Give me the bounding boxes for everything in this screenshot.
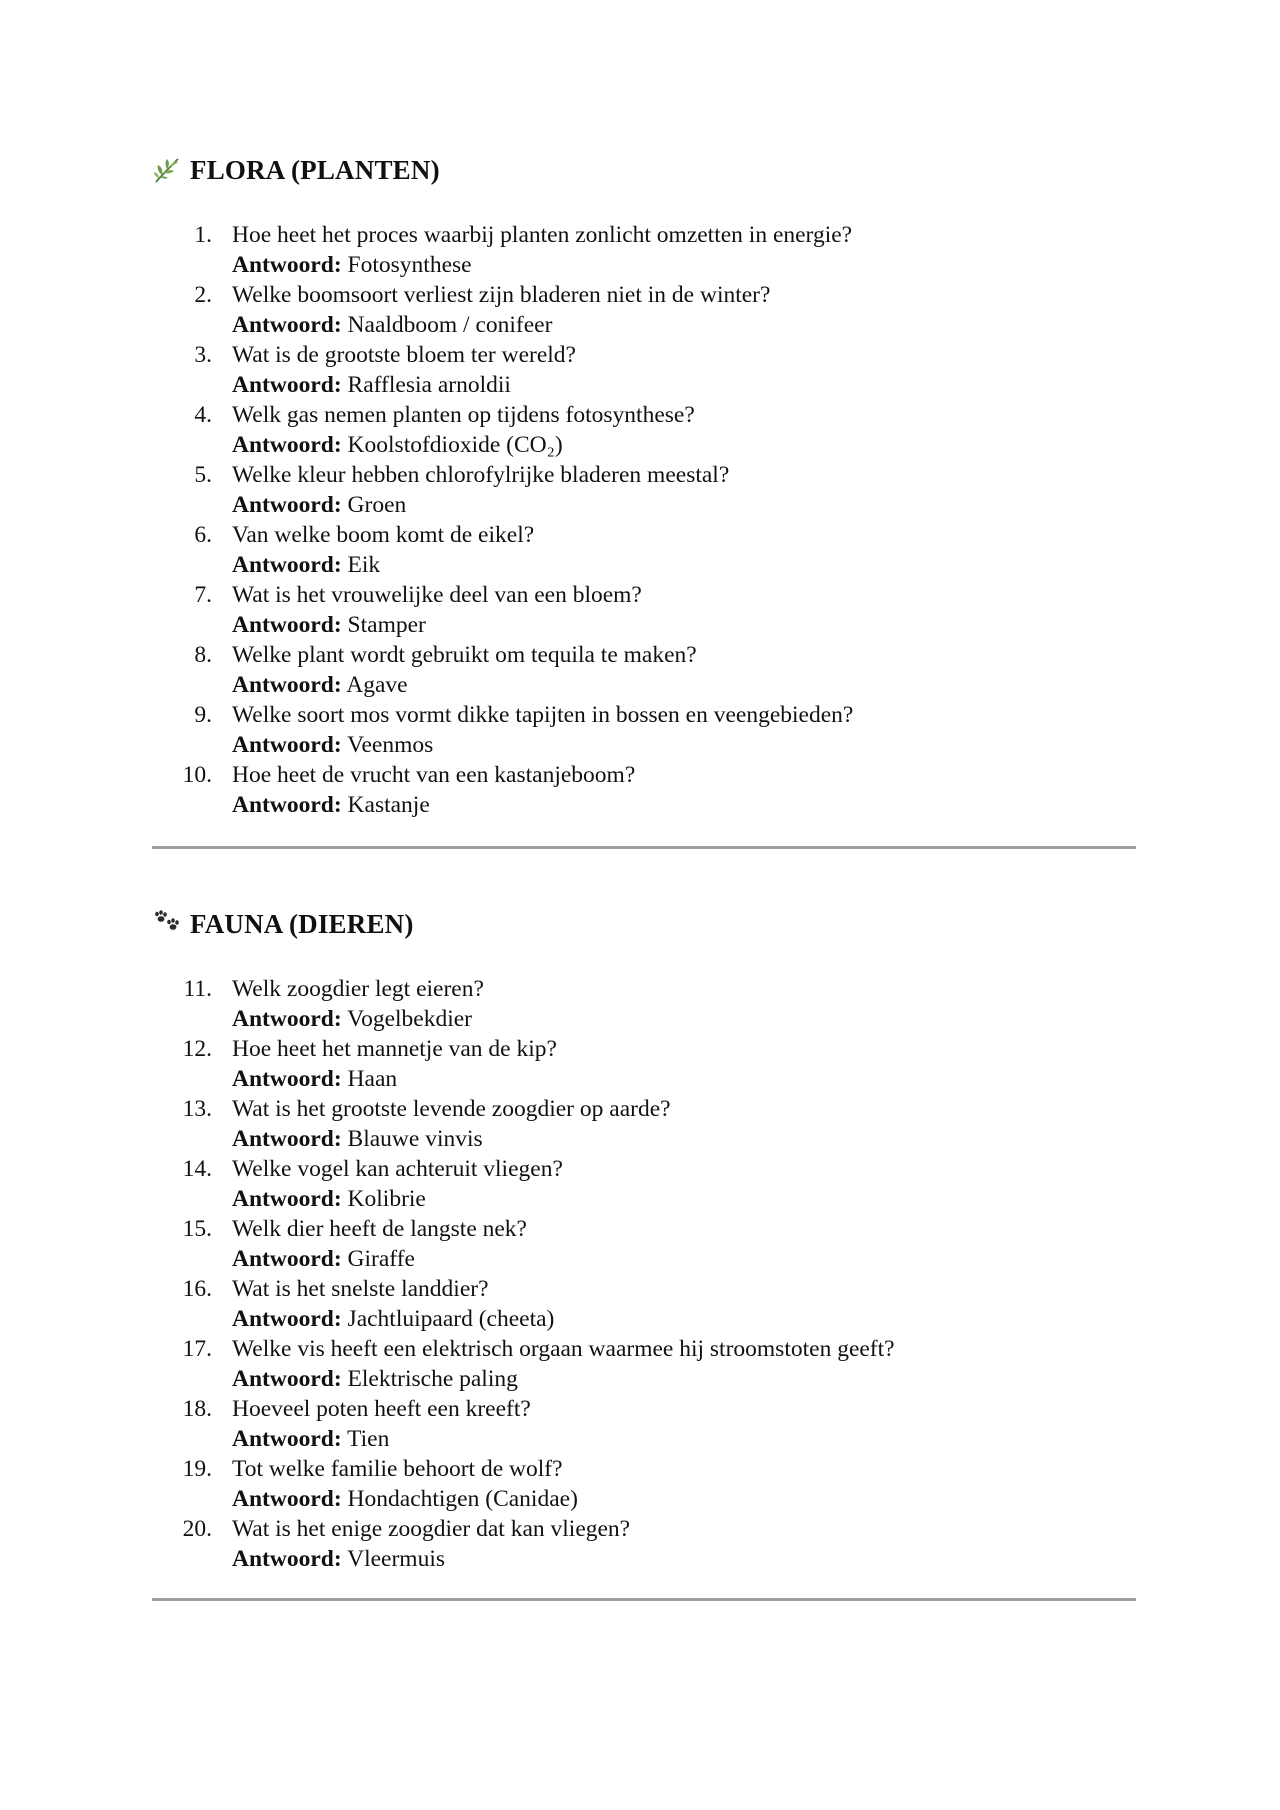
answer-text: Tien — [347, 1426, 390, 1452]
answer-text: Veenmos — [347, 732, 434, 758]
answer-line — [232, 310, 1132, 340]
question-text: Welke vogel kan achteruit vliegen? — [232, 1156, 563, 1182]
question-text: Welke plant wordt gebruikt om tequila te maken? — [232, 642, 697, 668]
section-heading — [152, 904, 1132, 944]
question-number: 6. — [194, 522, 212, 548]
list-item — [152, 340, 1132, 400]
answer-label: Antwoord: — [232, 1546, 342, 1572]
question-number: 9. — [194, 702, 212, 728]
answer-line — [232, 670, 1132, 700]
question-text: Hoe heet het mannetje van de kip? — [232, 1036, 557, 1062]
answer-label: Antwoord: — [232, 552, 342, 578]
question-number: 8. — [194, 642, 212, 668]
question-number: 5. — [194, 462, 212, 488]
list-item — [152, 1274, 1132, 1334]
answer-text: Eik — [347, 552, 381, 578]
answer-line — [232, 1184, 1132, 1214]
answer-line — [232, 1424, 1132, 1454]
answer-label: Antwoord: — [232, 1246, 342, 1272]
fauna-section — [152, 904, 1132, 1574]
question-number: 2. — [194, 282, 212, 308]
leaf-sprig-icon — [152, 155, 182, 185]
section-title: FLORA (PLANTEN) — [190, 154, 440, 185]
question-number: 14. — [182, 1156, 212, 1182]
list-item — [152, 460, 1132, 520]
list-item — [152, 1154, 1132, 1214]
list-item — [152, 400, 1132, 460]
question-number: 11. — [183, 976, 212, 1002]
answer-label: Antwoord: — [232, 1366, 342, 1392]
question-text: Welk dier heeft de langste nek? — [232, 1216, 527, 1242]
list-item — [152, 1334, 1132, 1394]
question-number: 20. — [182, 1516, 212, 1542]
answer-text: Groen — [347, 492, 407, 518]
answer-text: Kastanje — [347, 792, 430, 818]
answer-label: Antwoord: — [232, 492, 342, 518]
question-number: 16. — [182, 1276, 212, 1302]
question-text: Welk zoogdier legt eieren? — [232, 976, 484, 1002]
answer-line — [232, 430, 1132, 460]
answer-label: Antwoord: — [232, 372, 342, 398]
list-item — [152, 1454, 1132, 1514]
answer-line — [232, 550, 1132, 580]
question-text: Hoeveel poten heeft een kreeft? — [232, 1396, 531, 1422]
answer-text: Vogelbekdier — [347, 1006, 472, 1032]
answer-label: Antwoord: — [232, 1186, 342, 1212]
answer-label: Antwoord: — [232, 1306, 342, 1332]
question-text: Welke boomsoort verliest zijn bladeren niet in de winter? — [232, 282, 771, 308]
question-number: 1. — [194, 222, 212, 248]
question-number: 4. — [194, 402, 212, 428]
question-number: 3. — [194, 342, 212, 368]
answer-label: Antwoord: — [232, 1126, 342, 1152]
question-text: Wat is de grootste bloem ter wereld? — [232, 342, 576, 368]
answer-line — [232, 1244, 1132, 1274]
answer-text: Naaldboom / conifeer — [347, 312, 553, 338]
answer-label: Antwoord: — [232, 672, 342, 698]
list-item — [152, 760, 1132, 820]
answer-line — [232, 1124, 1132, 1154]
list-item — [152, 1214, 1132, 1274]
list-item — [152, 580, 1132, 640]
answer-text: Fotosynthese — [347, 252, 472, 278]
answer-text: Stamper — [347, 612, 426, 638]
question-text: Welke vis heeft een elektrisch orgaan waarmee hij stroomstoten geeft? — [232, 1336, 895, 1362]
question-text: Tot welke familie behoort de wolf? — [232, 1456, 563, 1482]
question-number: 15. — [182, 1216, 212, 1242]
answer-line — [232, 1304, 1132, 1334]
question-number: 19. — [182, 1456, 212, 1482]
answer-line — [232, 490, 1132, 520]
answer-line — [232, 1064, 1132, 1094]
list-item — [152, 280, 1132, 340]
question-text: Wat is het snelste landdier? — [232, 1276, 489, 1302]
answer-label: Antwoord: — [232, 1426, 342, 1452]
answer-line — [232, 250, 1132, 280]
question-number: 17. — [182, 1336, 212, 1362]
question-text: Welke soort mos vormt dikke tapijten in bossen en veengebieden? — [232, 702, 854, 728]
list-item — [152, 700, 1132, 760]
answer-text: Haan — [347, 1066, 398, 1092]
answer-label: Antwoord: — [232, 432, 342, 458]
list-item — [152, 1034, 1132, 1094]
question-number: 12. — [182, 1036, 212, 1062]
horizontal-divider — [152, 846, 1136, 849]
question-text: Hoe heet het proces waarbij planten zonlicht omzetten in energie? — [232, 222, 853, 248]
question-text: Hoe heet de vrucht van een kastanjeboom? — [232, 762, 636, 788]
answer-line — [232, 370, 1132, 400]
question-text: Welk gas nemen planten op tijdens fotosynthese? — [232, 402, 695, 428]
answer-label: Antwoord: — [232, 612, 342, 638]
question-text: Van welke boom komt de eikel? — [232, 522, 535, 548]
question-list — [152, 220, 1132, 820]
answer-line — [232, 610, 1132, 640]
answer-label: Antwoord: — [232, 792, 342, 818]
answer-text: Elektrische paling — [347, 1366, 518, 1392]
answer-label: Antwoord: — [232, 1006, 342, 1032]
answer-line — [232, 1544, 1132, 1574]
answer-line — [232, 1484, 1132, 1514]
question-number: 10. — [182, 762, 212, 788]
section-heading — [152, 150, 1132, 190]
paw-prints-icon — [152, 909, 182, 939]
list-item — [152, 640, 1132, 700]
flora-section — [152, 150, 1132, 820]
question-text: Wat is het vrouwelijke deel van een bloem? — [232, 582, 642, 608]
answer-line — [232, 1004, 1132, 1034]
question-number: 13. — [182, 1096, 212, 1122]
question-text: Welke kleur hebben chlorofylrijke bladeren meestal? — [232, 462, 730, 488]
answer-text: Vleermuis — [347, 1546, 446, 1572]
list-item — [152, 1514, 1132, 1574]
question-number: 18. — [182, 1396, 212, 1422]
section-title: FAUNA (DIEREN) — [190, 908, 414, 939]
answer-text: Rafflesia arnoldii — [347, 372, 511, 398]
list-item — [152, 1394, 1132, 1454]
answer-label: Antwoord: — [232, 732, 342, 758]
question-text: Wat is het enige zoogdier dat kan vliegen? — [232, 1516, 631, 1542]
question-text: Wat is het grootste levende zoogdier op aarde? — [232, 1096, 671, 1122]
question-number: 7. — [194, 582, 212, 608]
list-item — [152, 1094, 1132, 1154]
question-list — [152, 974, 1132, 1574]
answer-text: Hondachtigen (Canidae) — [347, 1486, 578, 1512]
horizontal-divider — [152, 1598, 1136, 1601]
list-item — [152, 220, 1132, 280]
answer-label: Antwoord: — [232, 1066, 342, 1092]
answer-text: Kolibrie — [347, 1186, 426, 1212]
answer-label: Antwoord: — [232, 252, 342, 278]
answer-label: Antwoord: — [232, 1486, 342, 1512]
answer-line — [232, 1364, 1132, 1394]
list-item — [152, 974, 1132, 1034]
answer-text: Giraffe — [347, 1246, 415, 1272]
answer-label: Antwoord: — [232, 312, 342, 338]
answer-text: Koolstofdioxide (CO₂) — [347, 432, 563, 458]
answer-line — [232, 790, 1132, 820]
answer-text: Blauwe vinvis — [347, 1126, 483, 1152]
answer-line — [232, 730, 1132, 760]
list-item — [152, 520, 1132, 580]
answer-text: Agave — [346, 672, 408, 698]
answer-text: Jachtluipaard (cheeta) — [347, 1306, 555, 1332]
